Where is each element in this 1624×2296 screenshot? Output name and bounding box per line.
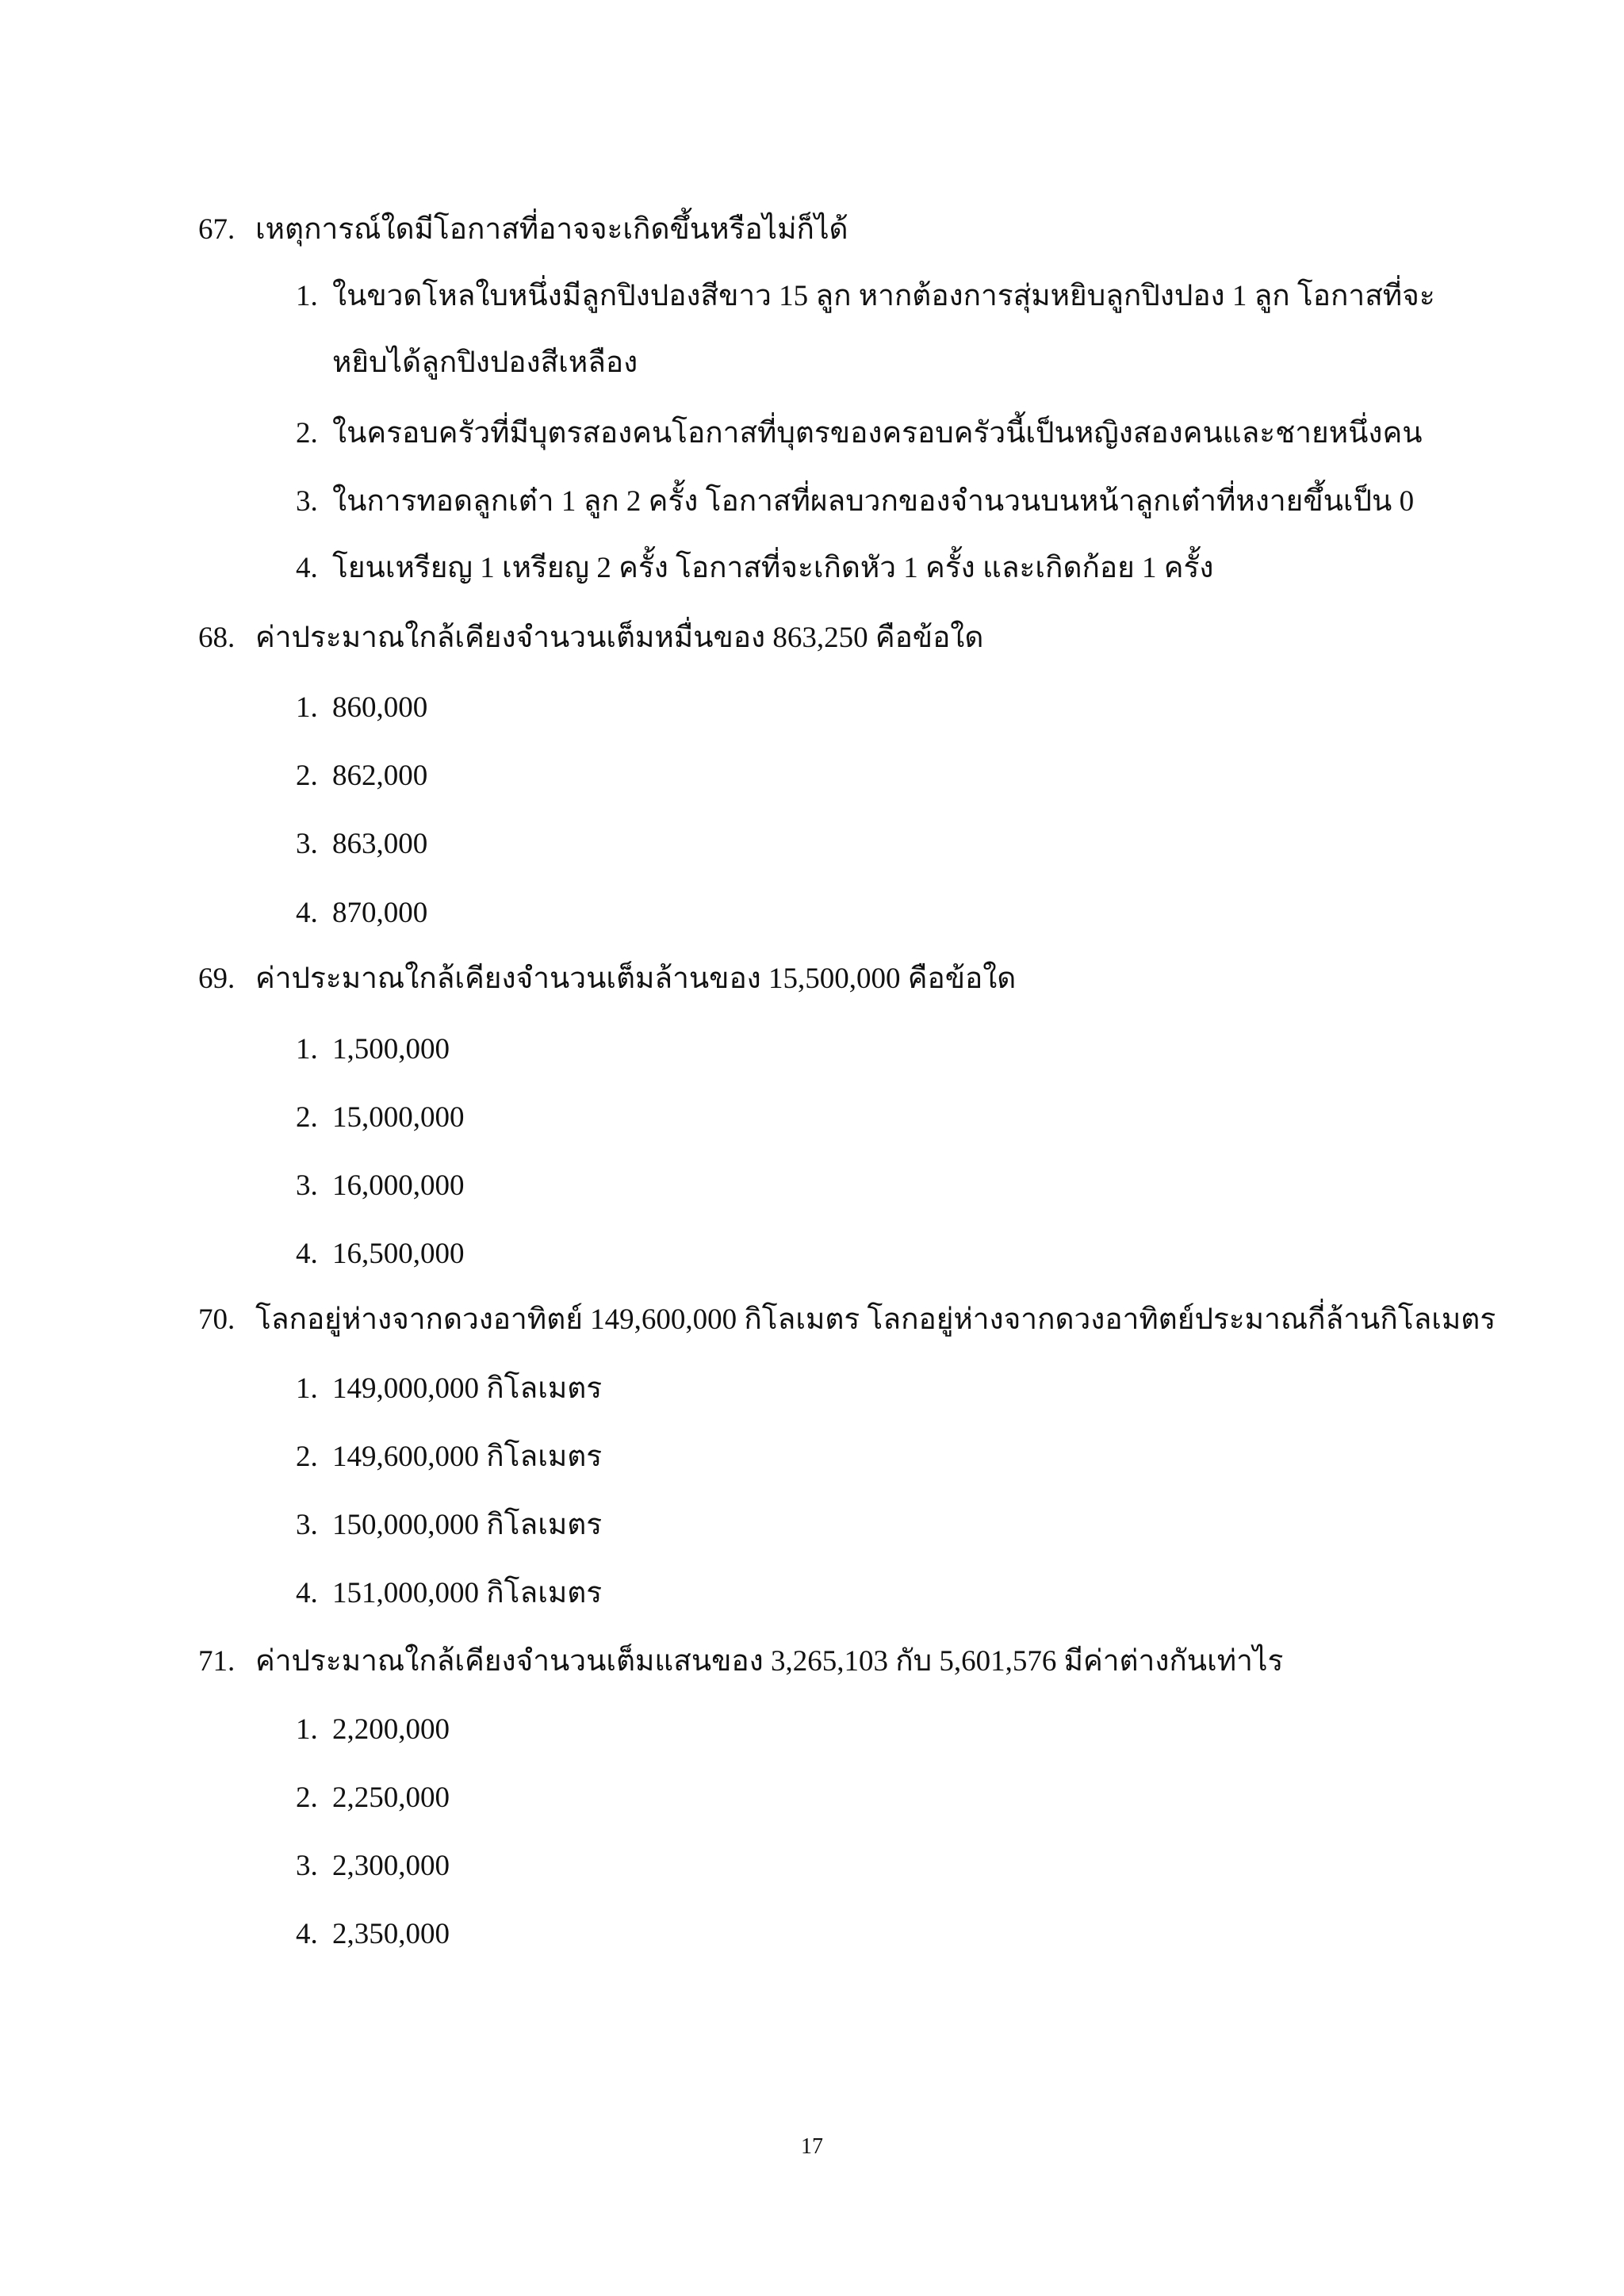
option-number: 1. — [296, 280, 318, 312]
option-number: 1. — [296, 1713, 318, 1746]
question-69-option-4 — [296, 1235, 1501, 1273]
option-number: 3. — [296, 1509, 318, 1541]
option-text: 16,500,000 — [332, 1238, 465, 1270]
option-number: 1. — [296, 1033, 318, 1066]
question-number: 68. — [198, 622, 236, 654]
question-text: ค่าประมาณใกล้เคียงจำนวนเต็มแสนของ 3,265,103 กับ 5,601,576 มีค่าต่างกันเท่าไร — [255, 1645, 1284, 1678]
question-68 — [198, 619, 1499, 657]
question-67-option-1 — [296, 277, 1501, 316]
option-number: 1. — [296, 1372, 318, 1405]
option-text: 16,000,000 — [332, 1169, 465, 1202]
question-67 — [198, 211, 1499, 249]
option-number: 3. — [296, 1169, 318, 1202]
question-number: 69. — [198, 962, 236, 995]
option-text: ในขวดโหลใบหนึ่งมีลูกปิงปองสีขาว 15 ลูก หากต้องการสุ่มหยิบลูกปิงปอง 1 ลูก โอกาสที่จะ — [332, 280, 1435, 312]
option-number: 4. — [296, 1918, 318, 1950]
question-68-option-1 — [296, 689, 1501, 727]
question-71-option-1 — [296, 1711, 1501, 1749]
question-69-option-2 — [296, 1099, 1501, 1137]
option-number: 2. — [296, 1101, 318, 1134]
question-70-option-1 — [296, 1370, 1501, 1408]
option-text: 15,000,000 — [332, 1101, 465, 1134]
option-text: ในการทอดลูกเต๋า 1 ลูก 2 ครั้ง โอกาสที่ผลบวกของจำนวนบนหน้าลูกเต๋าที่หงายขึ้นเป็น 0 — [332, 485, 1415, 518]
option-text: 870,000 — [332, 897, 428, 929]
option-text: 151,000,000 กิโลเมตร — [332, 1577, 603, 1609]
option-text: 2,350,000 — [332, 1918, 450, 1950]
option-text: 862,000 — [332, 760, 428, 792]
question-67-option-3 — [296, 483, 1501, 521]
question-number: 70. — [198, 1303, 236, 1336]
option-number: 4. — [296, 1577, 318, 1609]
question-71-option-3 — [296, 1847, 1501, 1885]
option-number: 4. — [296, 897, 318, 929]
question-70-option-2 — [296, 1438, 1501, 1476]
question-67-option-2 — [296, 415, 1501, 453]
question-70-option-4 — [296, 1575, 1501, 1613]
option-text: 149,000,000 กิโลเมตร — [332, 1372, 603, 1405]
question-71-option-2 — [296, 1779, 1501, 1817]
page-number: 17 — [801, 2134, 823, 2159]
question-text: เหตุการณ์ใดมีโอกาสที่อาจจะเกิดขึ้นหรือไม่ก็ได้ — [255, 213, 848, 246]
option-number: 4. — [296, 1238, 318, 1270]
question-67-option-4 — [296, 549, 1501, 587]
option-number: 4. — [296, 552, 318, 584]
option-number: 2. — [296, 417, 318, 450]
option-text: 2,300,000 — [332, 1850, 450, 1882]
question-67-option-1-continuation: หยิบได้ลูกปิงปองสีเหลือง — [332, 346, 638, 379]
question-71 — [198, 1643, 1499, 1681]
option-text: 2,200,000 — [332, 1713, 450, 1746]
option-text: ในครอบครัวที่มีบุตรสองคนโอกาสที่บุตรของครอบครัวนี้เป็นหญิงสองคนและชายหนึ่งคน — [332, 417, 1423, 450]
option-text: 149,600,000 กิโลเมตร — [332, 1441, 603, 1473]
question-70 — [198, 1301, 1499, 1339]
question-69 — [198, 960, 1499, 998]
question-68-option-3 — [296, 825, 1501, 863]
option-text: 1,500,000 — [332, 1033, 450, 1066]
option-number: 2. — [296, 760, 318, 792]
option-text: โยนเหรียญ 1 เหรียญ 2 ครั้ง โอกาสที่จะเกิดหัว 1 ครั้ง และเกิดก้อย 1 ครั้ง — [332, 552, 1214, 584]
question-68-option-4 — [296, 894, 1501, 932]
question-text: โลกอยู่ห่างจากดวงอาทิตย์ 149,600,000 กิโลเมตร โลกอยู่ห่างจากดวงอาทิตย์ประมาณกี่ล้านกิโลเมตร — [255, 1303, 1496, 1336]
option-number: 3. — [296, 485, 318, 518]
question-70-option-3 — [296, 1506, 1501, 1544]
question-68-option-2 — [296, 757, 1501, 795]
question-text: ค่าประมาณใกล้เคียงจำนวนเต็มล้านของ 15,500,000 คือข้อใด — [255, 962, 1017, 995]
question-number: 71. — [198, 1645, 236, 1678]
option-text: 863,000 — [332, 828, 428, 860]
option-number: 2. — [296, 1781, 318, 1814]
option-number: 3. — [296, 1850, 318, 1882]
option-number: 2. — [296, 1441, 318, 1473]
option-number: 1. — [296, 691, 318, 724]
question-71-option-4 — [296, 1915, 1501, 1954]
option-text: 150,000,000 กิโลเมตร — [332, 1509, 603, 1541]
question-69-option-3 — [296, 1167, 1501, 1205]
question-69-option-1 — [296, 1031, 1501, 1069]
option-text: 2,250,000 — [332, 1781, 450, 1814]
question-number: 67. — [198, 213, 236, 246]
option-number: 3. — [296, 828, 318, 860]
question-text: ค่าประมาณใกล้เคียงจำนวนเต็มหมื่นของ 863,250 คือข้อใด — [255, 622, 984, 654]
option-text: 860,000 — [332, 691, 428, 724]
